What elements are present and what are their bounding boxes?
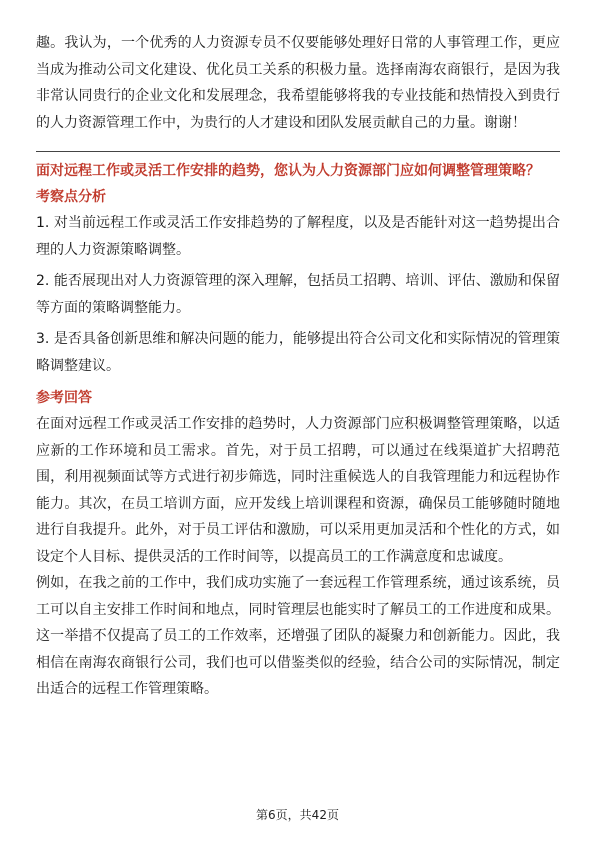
- answer-paragraph-1: 在面对远程工作或灵活工作安排的趋势时，人力资源部门应积极调整管理策略，以适应新的工作环境和员工需求。首先，对于员工招聘，可以通过在线渠道扩大招聘范围，利用视频面试等方式进行初步筛选，同时注重候选人的自我管理能力和远程协作能力。其次，在员工培训方面，应开发线上培训课程和资源，确保员工能够随时随地进行自我提升。此外，对于员工评估和激励，可以采用更加灵活和个性化的方式，如设定个人目标、提供灵活的工作时间等，以提高员工的工作满意度和忠诚度。: [36, 416, 560, 565]
- analysis-item-2: 2. 能否展现出对人力资源管理的深入理解，包括员工招聘、培训、评估、激励和保留等方面的策略调整能力。: [36, 273, 560, 316]
- section-divider: [36, 151, 560, 152]
- analysis-heading: 考察点分析: [36, 189, 106, 205]
- interview-question: 面对远程工作或灵活工作安排的趋势，您认为人力资源部门应如何调整管理策略？: [36, 163, 540, 179]
- answer-paragraph-2: 例如，在我之前的工作中，我们成功实施了一套远程工作管理系统，通过该系统，员工可以自主安排工作时间和地点，同时管理层也能实时了解员工的工作进度和成果。这一举措不仅提高了员工的工作效率，还增强了团队的凝聚力和创新能力。因此，我相信在南海农商银行公司，我们也可以借鉴类似的经验，结合公司的实际情况，制定出适合的远程工作管理策略。: [36, 575, 560, 697]
- intro-paragraph: 趣。我认为，一个优秀的人力资源专员不仅要能够处理好日常的人事管理工作，更应当成为推动公司文化建设、优化员工关系的积极力量。选择南海农商银行，是因为我非常认同贵行的企业文化和发展理念，我希望能够将我的专业技能和热情投入到贵行的人力资源管理工作中，为贵行的人才建设和团队发展贡献自己的力量。谢谢！: [36, 35, 560, 131]
- analysis-item-1: 1. 对当前远程工作或灵活工作安排趋势的了解程度，以及是否能针对这一趋势提出合理的人力资源策略调整。: [36, 215, 560, 258]
- document-page: [36, 30, 560, 703]
- reference-answer-heading: 参考回答: [36, 390, 92, 406]
- page-number-footer: 第6页，共42页: [256, 808, 339, 822]
- analysis-item-3: 3. 是否具备创新思维和解决问题的能力，能够提出符合公司文化和实际情况的管理策略调整建议。: [36, 331, 560, 374]
- analysis-list: [36, 210, 560, 379]
